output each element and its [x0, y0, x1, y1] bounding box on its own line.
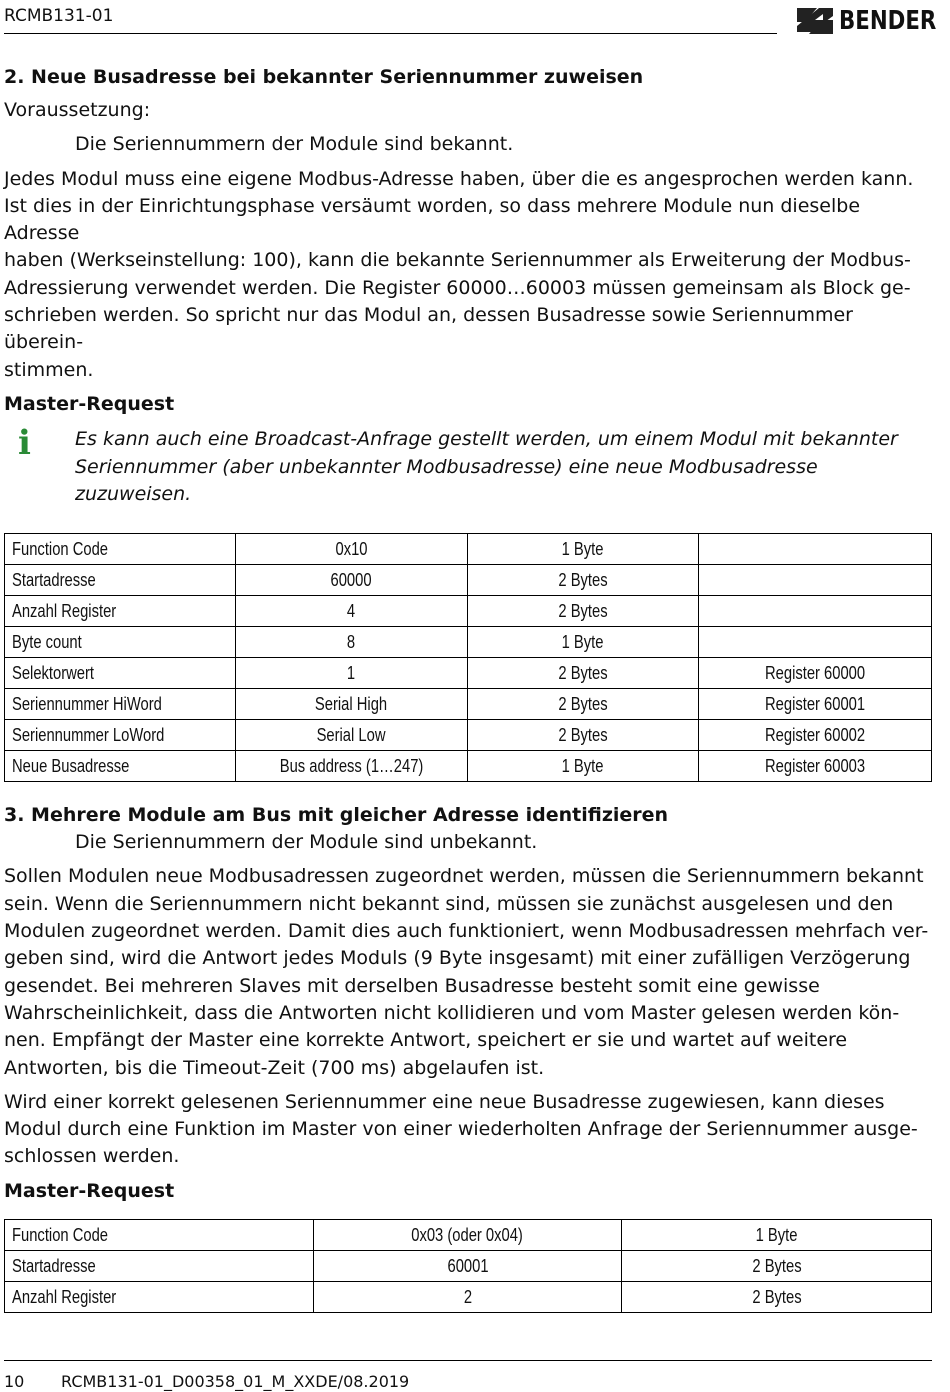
table-cell: 0x10 — [235, 534, 467, 565]
note-line: Seriennummer (aber unbekannter Modbusadresse) eine neue Modbusadresse zuzuweisen. — [75, 455, 818, 505]
table-cell — [699, 565, 932, 596]
paragraph-line: nen. Empfängt der Master eine korrekte Antwort, speichert er sie und wartet auf weitere — [4, 1029, 848, 1052]
table-cell: Seriennummer LoWord — [5, 720, 236, 751]
table-cell: Register 60001 — [699, 689, 932, 720]
table-row — [5, 689, 932, 720]
section2-prereq-label: Voraussetzung: — [4, 99, 151, 121]
table-row — [5, 1251, 932, 1282]
table-cell: Byte count — [5, 627, 236, 658]
paragraph-line: sein. Wenn die Seriennummern nicht bekannt sind, müssen sie zunächst ausgelesen und den — [4, 892, 894, 915]
table-row — [5, 658, 932, 689]
table-cell: 2 Bytes — [467, 596, 699, 627]
paragraph-line: schrieben werden. So spricht nur das Modul an, dessen Busadresse sowie Seriennummer überein- — [4, 304, 853, 354]
footer-doc-ref: RCMB131-01_D00358_01_M_XXDE/08.2019 — [61, 1372, 410, 1391]
table-cell: 2 Bytes — [467, 720, 699, 751]
paragraph-line: Modulen zugeordnet werden. Damit dies auch funktioniert, wenn Modbusadressen mehrfach ver- — [4, 920, 929, 943]
paragraph-line: Jedes Modul muss eine eigene Modbus-Adresse haben, über die es angesprochen werden kann. — [4, 167, 914, 190]
table-cell: Register 60002 — [699, 720, 932, 751]
table-cell: Serial Low — [235, 720, 467, 751]
table-row — [5, 534, 932, 565]
table-cell: 8 — [235, 627, 467, 658]
paragraph-line: Antworten, bis die Timeout-Zeit (700 ms) abgelaufen ist. — [4, 1056, 545, 1079]
paragraph-line: Wahrscheinlichkeit, dass die Antworten nicht kollidieren und vom Master gelesen werden kön- — [4, 1001, 900, 1024]
section2-prereq-text: Die Seriennummern der Module sind bekannt. — [75, 133, 514, 156]
note-line: Es kann auch eine Broadcast-Anfrage gestellt werden, um einem Modul mit bekannter — [75, 428, 898, 451]
info-icon: i — [18, 423, 31, 464]
paragraph-line: geben sind, wird die Antwort jedes Moduls (9 Byte insgesamt) mit einer zufälligen Verzögerung — [4, 947, 911, 970]
paragraph-line: stimmen. — [4, 358, 94, 381]
table-cell: Serial High — [235, 689, 467, 720]
table-cell: 0x03 (oder 0x04) — [313, 1220, 622, 1251]
table-cell: 2 — [313, 1282, 622, 1313]
table-cell: Selektorwert — [5, 658, 236, 689]
table-cell: Anzahl Register — [5, 1282, 314, 1313]
table-cell: Seriennummer HiWord — [5, 689, 236, 720]
paragraph-line: Sollen Modulen neue Modbusadressen zugeordnet werden, müssen die Seriennummern bekannt — [4, 865, 924, 888]
table-cell: 60000 — [235, 565, 467, 596]
footer — [4, 1372, 409, 1391]
table-cell: Startadresse — [5, 565, 236, 596]
table-cell: 4 — [235, 596, 467, 627]
table-row — [5, 565, 932, 596]
master-request-table-1 — [4, 533, 932, 782]
bender-logo-icon — [795, 6, 835, 36]
table-cell: Startadresse — [5, 1251, 314, 1282]
paragraph-line: haben (Werkseinstellung: 100), kann die bekannte Seriennummer als Erweiterung der Modbus- — [4, 249, 911, 272]
table-cell: Register 60000 — [699, 658, 932, 689]
section3-master-request-label: Master-Request — [4, 1179, 175, 1202]
table-cell: 1 Byte — [622, 1220, 932, 1251]
header-divider — [4, 33, 777, 34]
table-row — [5, 720, 932, 751]
table-cell: 1 — [235, 658, 467, 689]
paragraph-line: schlossen werden. — [4, 1145, 180, 1168]
table-cell: 2 Bytes — [467, 658, 699, 689]
table-cell: 2 Bytes — [467, 565, 699, 596]
table-cell: 1 Byte — [467, 627, 699, 658]
footer-divider — [4, 1360, 932, 1361]
table-row — [5, 1220, 932, 1251]
page-number: 10 — [4, 1372, 25, 1391]
section2-heading: 2. Neue Busadresse bei bekannter Seriennummer zuweisen — [4, 66, 644, 88]
header-doc-id: RCMB131-01 — [4, 6, 114, 26]
table-row — [5, 751, 932, 782]
table-cell — [699, 534, 932, 565]
section2-master-request-label: Master-Request — [4, 392, 175, 415]
table-cell — [699, 627, 932, 658]
table-row — [5, 596, 932, 627]
section2-paragraph — [4, 166, 934, 384]
table-cell: Neue Busadresse — [5, 751, 236, 782]
table-row — [5, 1282, 932, 1313]
paragraph-line: Modul durch eine Funktion im Master von einer wiederholten Anfrage der Seriennummer ausge- — [4, 1118, 918, 1141]
table-cell — [699, 596, 932, 627]
table-cell: 2 Bytes — [622, 1282, 932, 1313]
table-cell: 60001 — [313, 1251, 622, 1282]
table-cell: Anzahl Register — [5, 596, 236, 627]
table-cell: Function Code — [5, 1220, 314, 1251]
table-cell: Bus address (1…247) — [235, 751, 467, 782]
table-cell: Register 60003 — [699, 751, 932, 782]
page-content — [4, 64, 934, 1313]
info-note-text — [75, 426, 934, 508]
paragraph-line: Wird einer korrekt gelesenen Seriennummer eine neue Busadresse zugewiesen, kann dieses — [4, 1090, 885, 1113]
master-request-table-2 — [4, 1219, 932, 1313]
section3-heading: 3. Mehrere Module am Bus mit gleicher Adresse identifizieren — [4, 804, 669, 827]
section3-paragraph-1 — [4, 863, 934, 1081]
table-cell: 1 Byte — [467, 751, 699, 782]
paragraph-line: Adressierung verwendet werden. Die Register 60000…60003 müssen gemeinsam als Block ge- — [4, 276, 911, 299]
table-cell: 2 Bytes — [622, 1251, 932, 1282]
section3-paragraph-2 — [4, 1089, 934, 1171]
table-cell: 1 Byte — [467, 534, 699, 565]
paragraph-line: gesendet. Bei mehreren Slaves mit derselben Busadresse besteht somit eine gewisse — [4, 974, 820, 997]
table-cell: 2 Bytes — [467, 689, 699, 720]
table-cell: Function Code — [5, 534, 236, 565]
info-note — [4, 423, 934, 508]
section3-prereq-text: Die Seriennummern der Module sind unbekannt. — [75, 831, 538, 854]
paragraph-line: Ist dies in der Einrichtungsphase versäumt worden, so dass mehrere Module nun dieselbe Adresse — [4, 194, 861, 245]
bender-logo — [795, 4, 950, 38]
table-row — [5, 627, 932, 658]
bender-logo-text: BENDER — [839, 6, 937, 36]
